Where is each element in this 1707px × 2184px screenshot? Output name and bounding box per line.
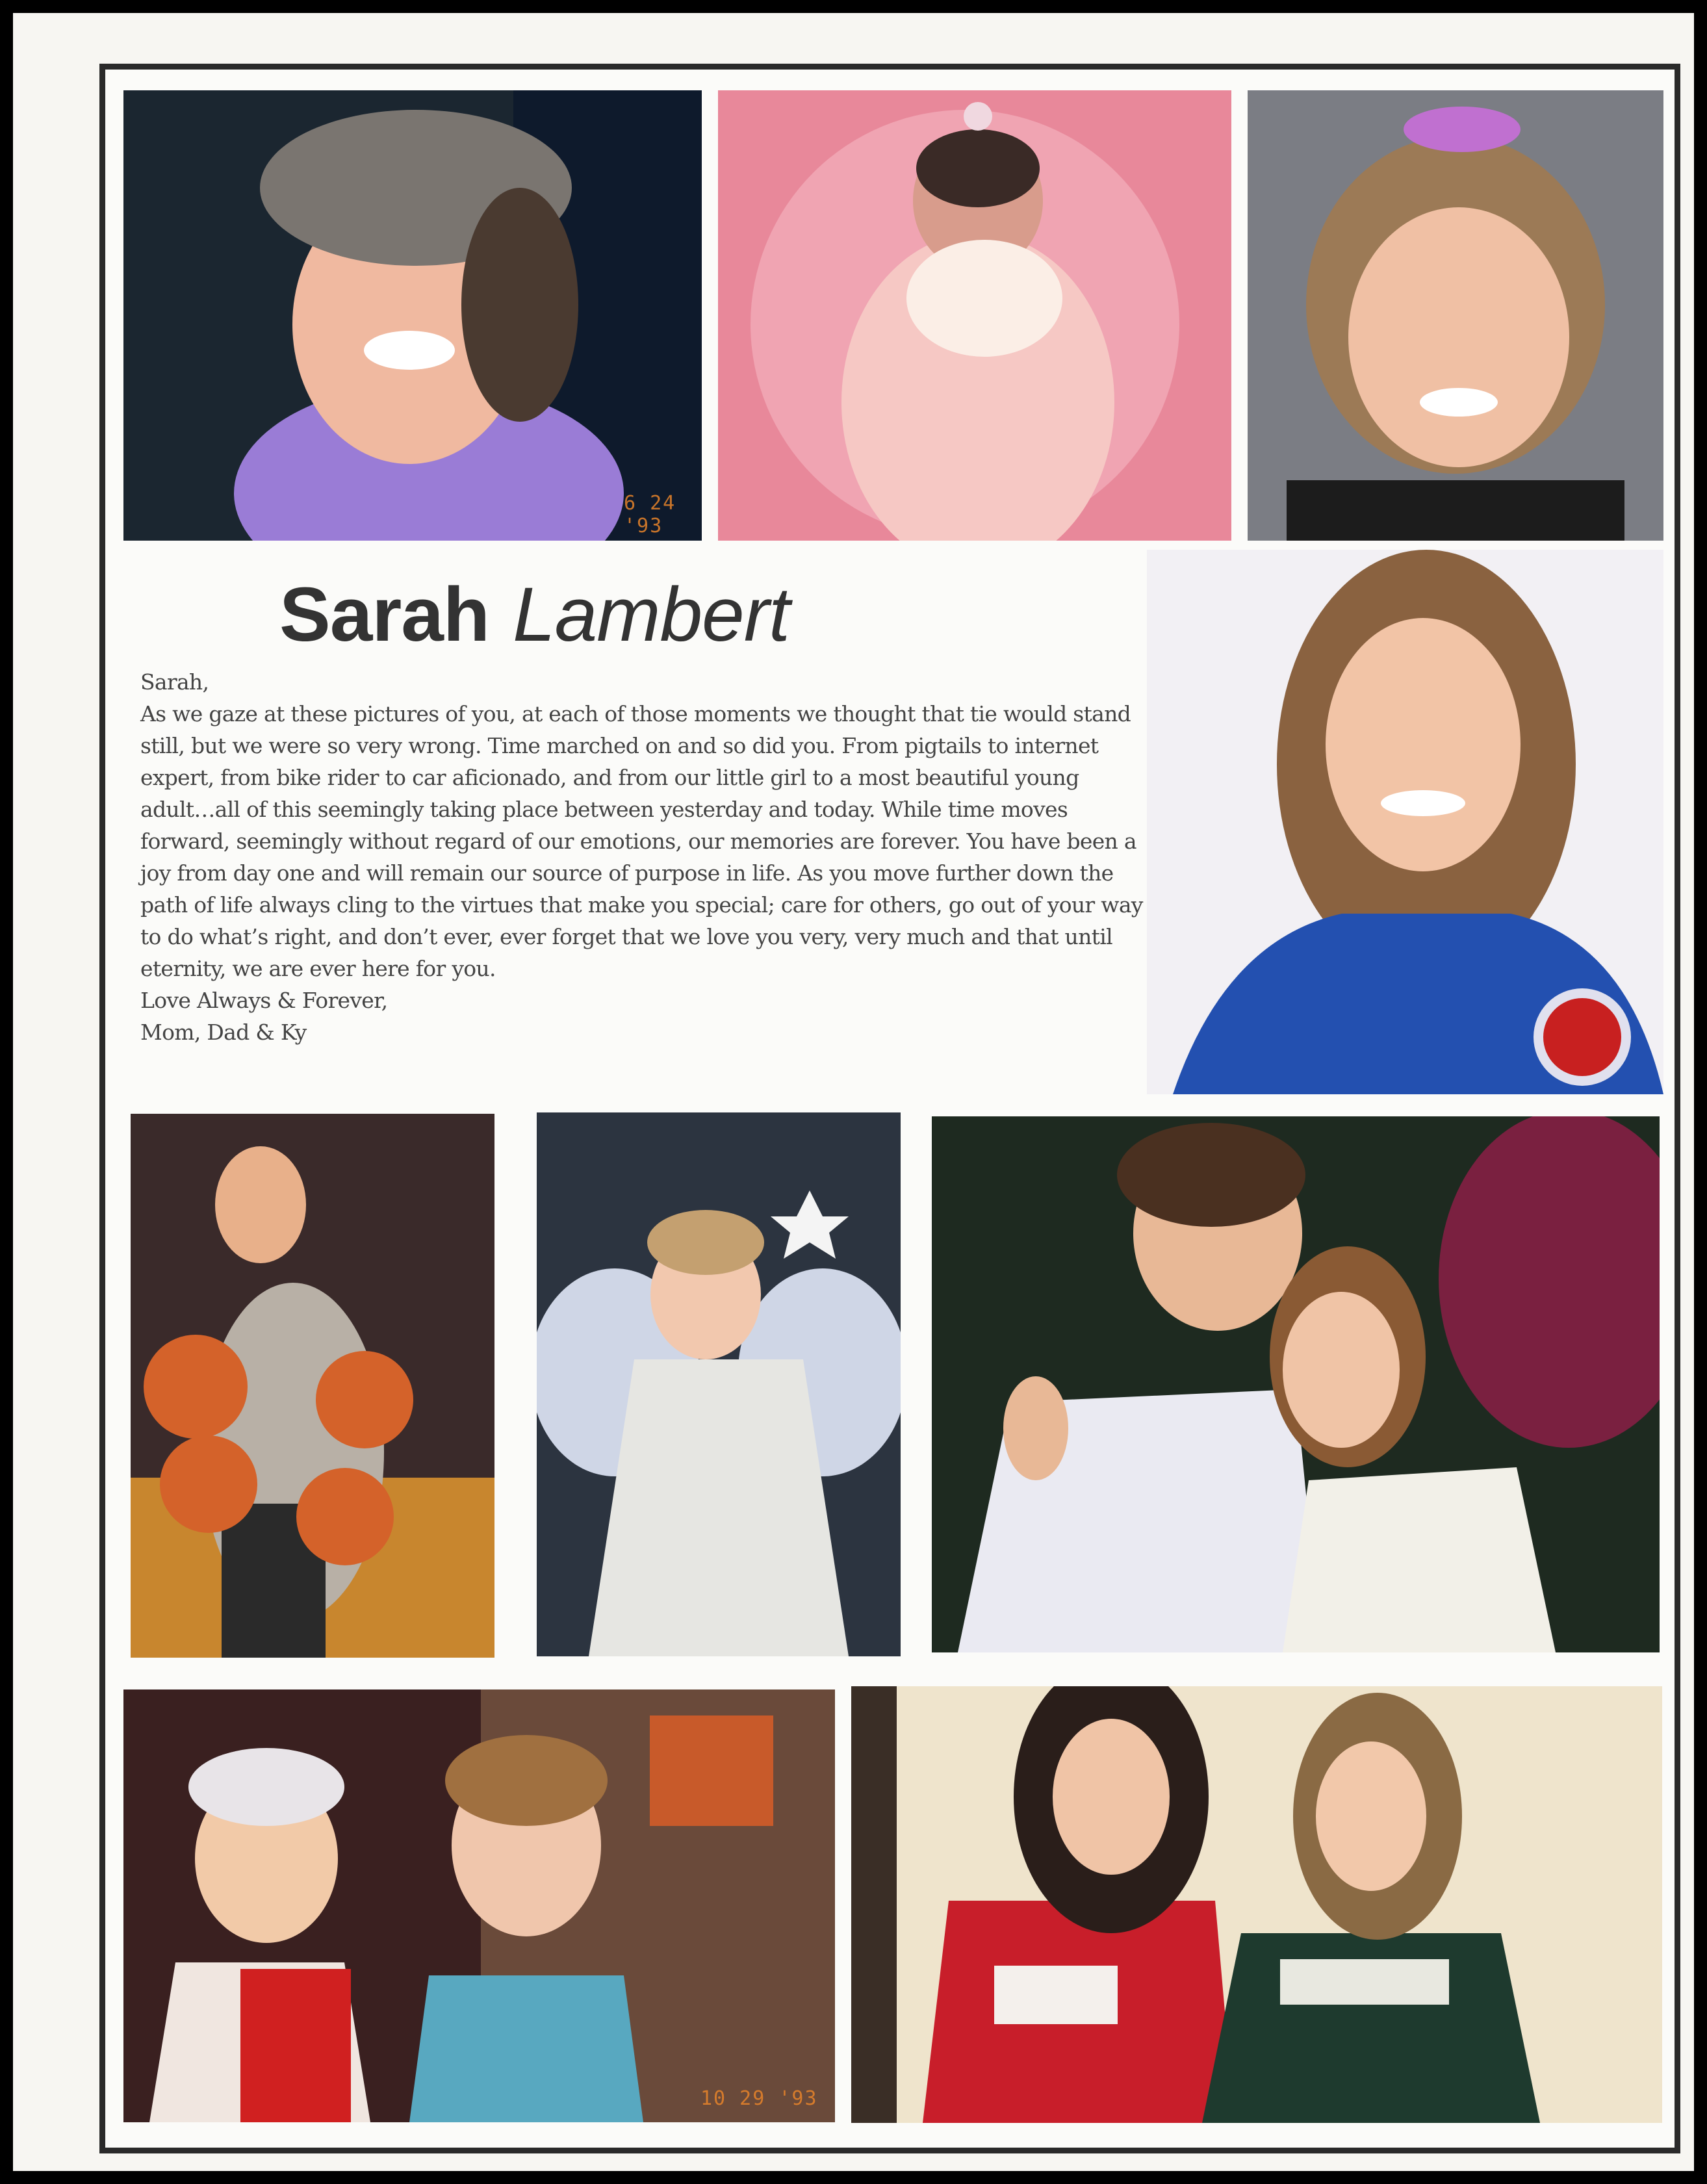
last-name: Lambert [512,572,789,658]
first-name: Sarah [279,572,489,658]
letter-signature: Mom, Dad & Ky [140,1020,307,1045]
photo-angel-costume [537,1112,901,1656]
page-title [279,571,789,659]
date-stamp: 10 29 '93 [700,2087,818,2110]
photo-newborn-pink-blanket [718,90,1231,541]
photo-friends-college-sweatshirts [851,1686,1662,2123]
yearbook-page [13,13,1694,2171]
letter-body: As we gaze at these pictures of you, at each of those moments we thought that tie would stand still, but we were so very wrong. Time marched on and so did you. From pigtails to internet expert, from bike rider to car aficionado, and from our little girl to a most beautiful young adult…all of this seemingly taking place between yesterday and today. While time moves forward, seemingly without regard of our emotions, our memories are forever. You have been a joy from day one and will remain our source of purpose in life. As you move further down the path of life always cling to the virtues that make you special; care for others, go out of your way to do what’s right, and don’t ever, ever forget that we love you very, very much and that until eternity, we are ever here for you. [140,701,1143,981]
photo-couple-peace-signs [932,1116,1660,1652]
date-stamp: 6 24 '93 [624,492,676,537]
photo-toddler-hair-bow [1248,90,1663,541]
photo-clown-and-sister [123,1689,835,2122]
photo-toddler-fur-hat [123,90,702,541]
photo-senior-portrait [1147,550,1663,1094]
letter-salutation: Sarah, [140,669,209,695]
parent-letter [140,666,1154,1048]
photo-basketballs [131,1114,494,1658]
letter-closing: Love Always & Forever, [140,988,388,1013]
